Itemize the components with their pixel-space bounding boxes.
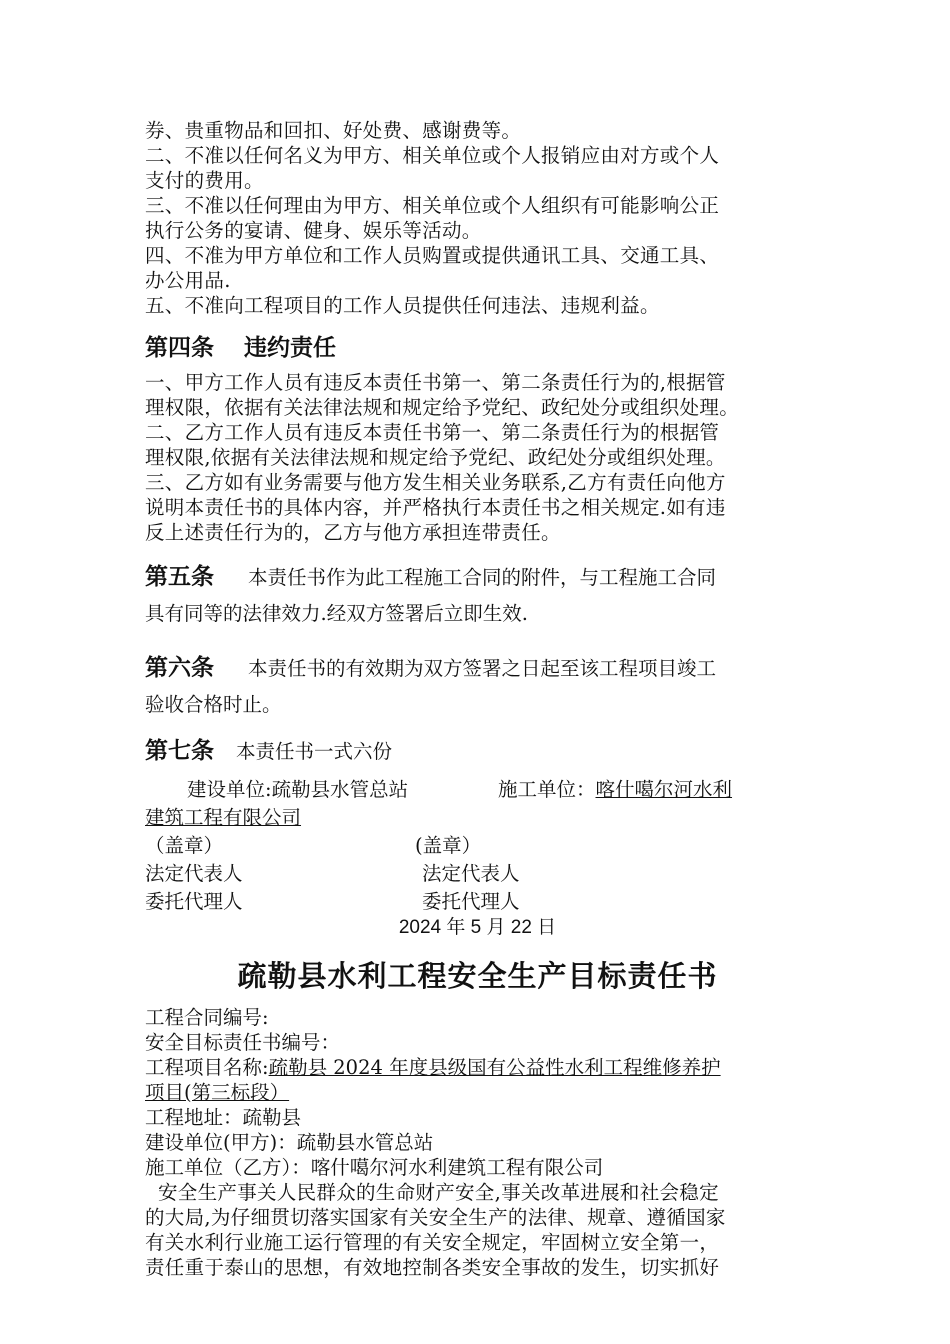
project-address: 工程地址：疏勒县 [145,1106,302,1129]
article-4-line: 二、乙方工作人员有违反本责任书第一、第二条责任行为的根据管 [145,421,720,444]
legal-rep-right: 法定代表人 [422,862,520,885]
document-content [145,118,810,1280]
body-line: 有关水利行业施工运行管理的有关安全规定，牢固树立安全第一， [145,1231,720,1254]
article-5-number: 第五条 [145,563,214,590]
legal-rep-row [145,858,810,886]
text-line: 办公用品. [145,269,231,292]
text-line: 二、不准以任何名义为甲方、相关单位或个人报销应由对方或个人 [145,144,720,167]
article-5 [145,559,810,632]
text-line: 五、不准向工程项目的工作人员提供任何违法、违规利益。 [145,294,660,317]
body-line: 责任重于泰山的思想，有效地控制各类安全事故的发生，切实抓好 [145,1256,720,1279]
text-line: 执行公务的宴请、健身、娱乐等活动。 [145,219,482,242]
document-title: 疏勒县水利工程安全生产目标责任书 [237,959,718,993]
agent-right: 委托代理人 [422,890,520,913]
agent-row [145,886,810,914]
text-line: 券、贵重物品和回扣、好处费、感谢费等。 [145,119,522,142]
contractor-name-cont: 建筑工程有限公司 [145,806,302,829]
article-6-text-cont: 验收合格时止。 [145,693,282,716]
article-4-line: 反上述责任行为的，乙方与他方承担连带责任。 [145,521,561,544]
article-5-text: 本责任书作为此工程施工合同的附件，与工程施工合同 [248,566,717,589]
contractor-name-cont-row [145,802,810,830]
target-number: 安全目标责任书编号： [145,1031,341,1054]
project-name: 疏勒县 2024 年度县级国有公益性水利工程维修养护 [268,1056,721,1079]
signing-date: 2024 年 5 月 22 日 [398,917,557,938]
contractor-label: 施工单位： [498,778,596,801]
agent-left: 委托代理人 [145,890,243,913]
owner-unit: 建设单位:疏勒县水管总站 [187,778,409,801]
contractor-party: 施工单位（乙方）：喀什噶尔河水利建筑工程有限公司 [145,1156,604,1179]
article-4-line: 理权限，依据有关法律法规和规定给予党纪、政纪处分或组织处理。 [145,396,740,419]
article-4-line: 一、甲方工作人员有违反本责任书第一、第二条责任行为的,根据管 [145,371,726,394]
body-line: 安全生产事关人民群众的生命财产安全,事关改革进展和社会稳定 [145,1181,719,1204]
article-4-heading [145,332,810,364]
contractor-name: 喀什噶尔河水利 [595,778,733,801]
article-4-title: 违约责任 [244,334,336,361]
article-7 [145,733,810,770]
legal-rep-left: 法定代表人 [145,862,243,885]
article-6-text: 本责任书的有效期为双方签署之日起至该工程项目竣工 [248,657,717,680]
signature-parties-row [145,774,810,802]
article-6-number: 第六条 [145,654,214,681]
article-4-number: 第四条 [145,334,214,361]
article-4-line: 说明本责任书的具体内容，并严格执行本责任书之相关规定.如有违 [145,496,726,519]
article-7-number: 第七条 [145,737,214,764]
body-line: 的大局,为仔细贯切落实国家有关安全生产的法律、规章、遵循国家 [145,1206,726,1229]
article-4-line: 理权限,依据有关法律法规和规定给予党纪、政纪处分或组织处理。 [145,446,726,469]
text-line: 四、不准为甲方单位和工作人员购置或提供通讯工具、交通工具、 [145,244,720,267]
seal-row [145,830,810,858]
article-5-text-cont: 具有同等的法律效力.经双方签署后立即生效. [145,602,528,625]
project-name-cont: 项目(第三标段） [145,1081,290,1104]
project-name-row [145,1055,810,1080]
owner-party: 建设单位(甲方)：疏勒县水管总站 [145,1131,434,1154]
seal-left: （盖章） [145,834,224,857]
text-line: 三、不准以任何理由为甲方、相关单位或个人组织有可能影响公正 [145,194,720,217]
text-line: 支付的费用。 [145,169,264,192]
article-6 [145,650,810,723]
article-7-text: 本责任书一式六份 [236,740,393,763]
project-name-cont-row [145,1080,810,1105]
project-name-label: 工程项目名称: [145,1056,269,1079]
contract-number: 工程合同编号: [145,1006,269,1029]
seal-right: (盖章） [415,834,482,857]
article-4-line: 三、乙方如有业务需要与他方发生相关业务联系,乙方有责任向他方 [145,471,726,494]
